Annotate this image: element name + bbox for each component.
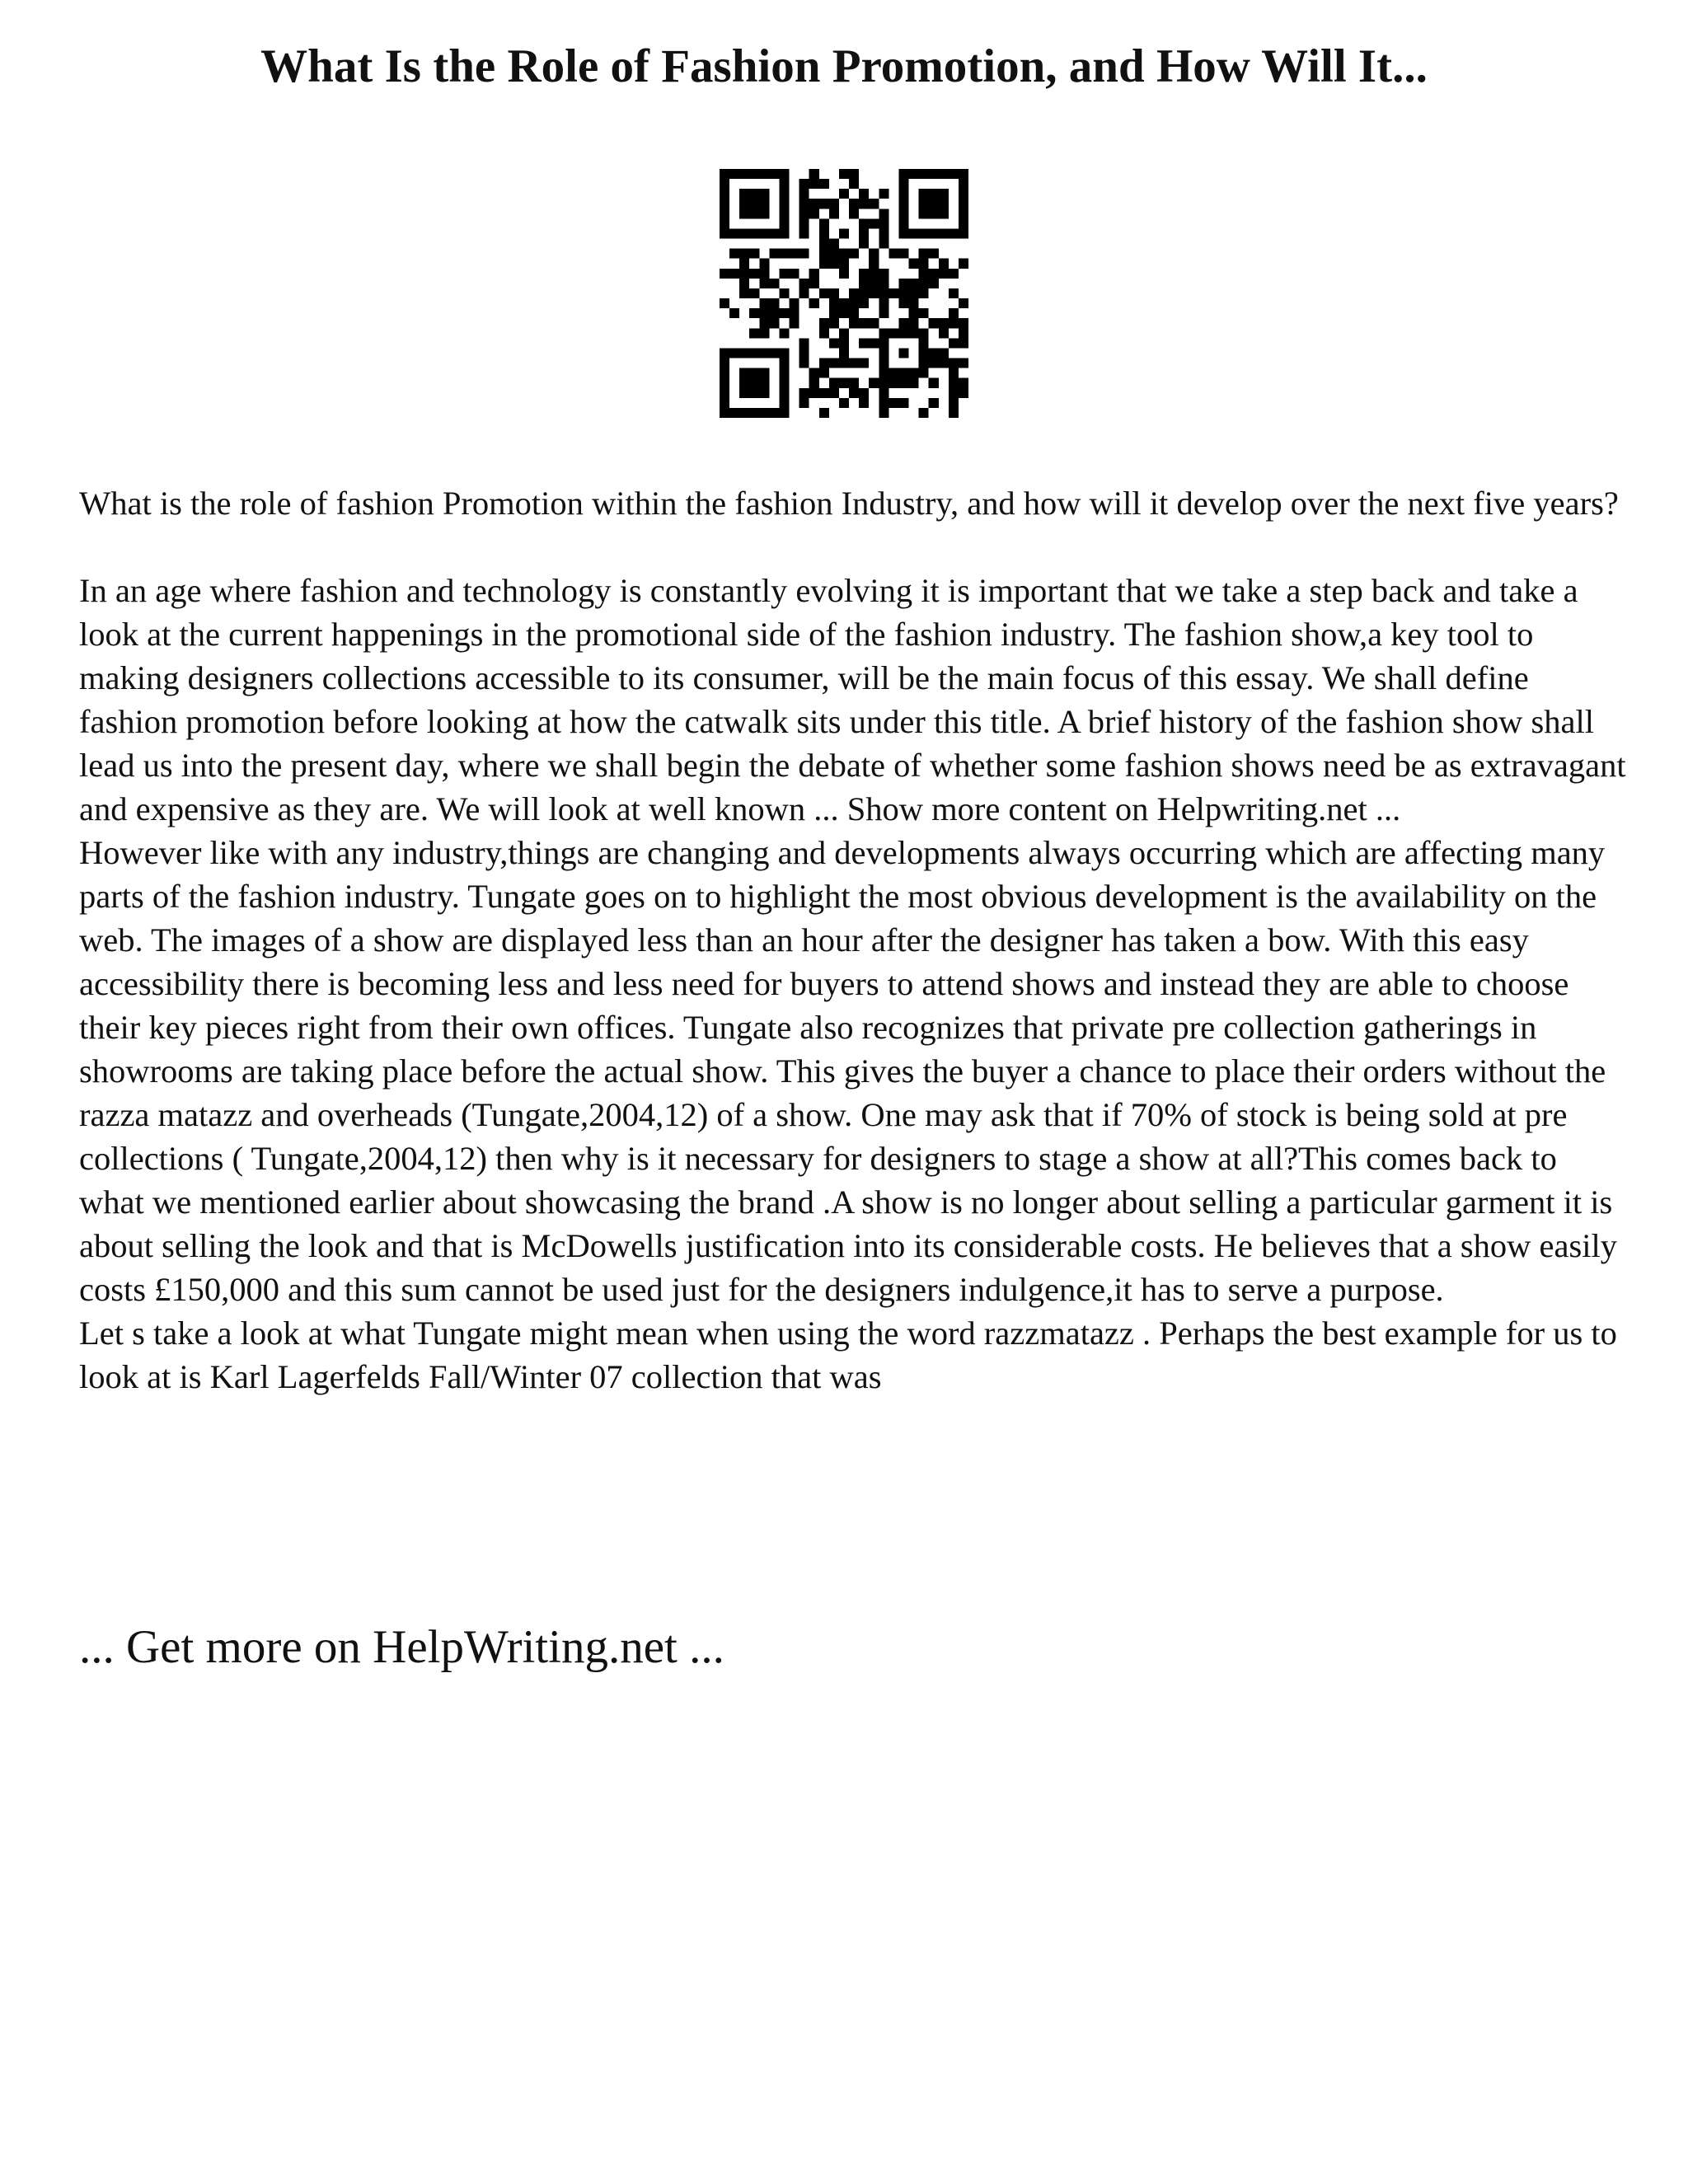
get-more-link[interactable]: ... Get more on HelpWriting.net ...: [79, 1621, 724, 1673]
document-title: What Is the Role of Fashion Promotion, and How Will It...: [260, 40, 1428, 92]
document-body: [79, 481, 1629, 1399]
paragraph-spacer: [79, 525, 1629, 569]
essay-paragraph-1: In an age where fashion and technology is constantly evolving it is important that we take a step back and take a look at the current happenings in the promotional side of the fashion industry. The fashion show,a key tool to making designers collections accessible to its consumer, will be the main focus of this essay. We shall define fashion promotion before looking at how the catwalk sits under this title. A brief history of the fashion show shall lead us into the present day, where we shall begin the debate of whether some fashion shows need be as extravagant and expensive as they are. We will look at well known ... Show more content on Helpwriting.net ...: [79, 572, 1626, 827]
qr-code-icon[interactable]: [720, 169, 968, 418]
essay-paragraph-2: However like with any industry,things are changing and developments always occurring which are affecting many parts of the fashion industry. Tungate goes on to highlight the most obvious development is the availability on the web. The images of a show are displayed less than an hour after the designer has taken a bow. With this easy accessibility there is becoming less and less need for buyers to attend shows and instead they are able to choose their key pieces right from their own offices. Tungate also recognizes that private pre collection gatherings in showrooms are taking place before the actual show. This gives the buyer a chance to place their orders without the razza matazz and overheads (Tungate,2004,12) of a show. One may ask that if 70% of stock is being sold at pre collections ( Tungate,2004,12) then why is it necessary for designers to stage a show at all?This comes back to what we mentioned earlier about showcasing the brand .A show is no longer about selling a particular garment it is about selling the look and that is McDowells justification into its considerable costs. He believes that a show easily costs £150,000 and this sum cannot be used just for the designers indulgence,it has to serve a purpose.: [79, 834, 1618, 1308]
essay-paragraph-3: Let s take a look at what Tungate might mean when using the word razzmatazz . Perhaps the best example for us to look at is Karl Lagerfelds Fall/Winter 07 collection that was: [79, 1315, 1617, 1395]
essay-question: What is the role of fashion Promotion within the fashion Industry, and how will it develop over the next five years?: [79, 485, 1619, 522]
